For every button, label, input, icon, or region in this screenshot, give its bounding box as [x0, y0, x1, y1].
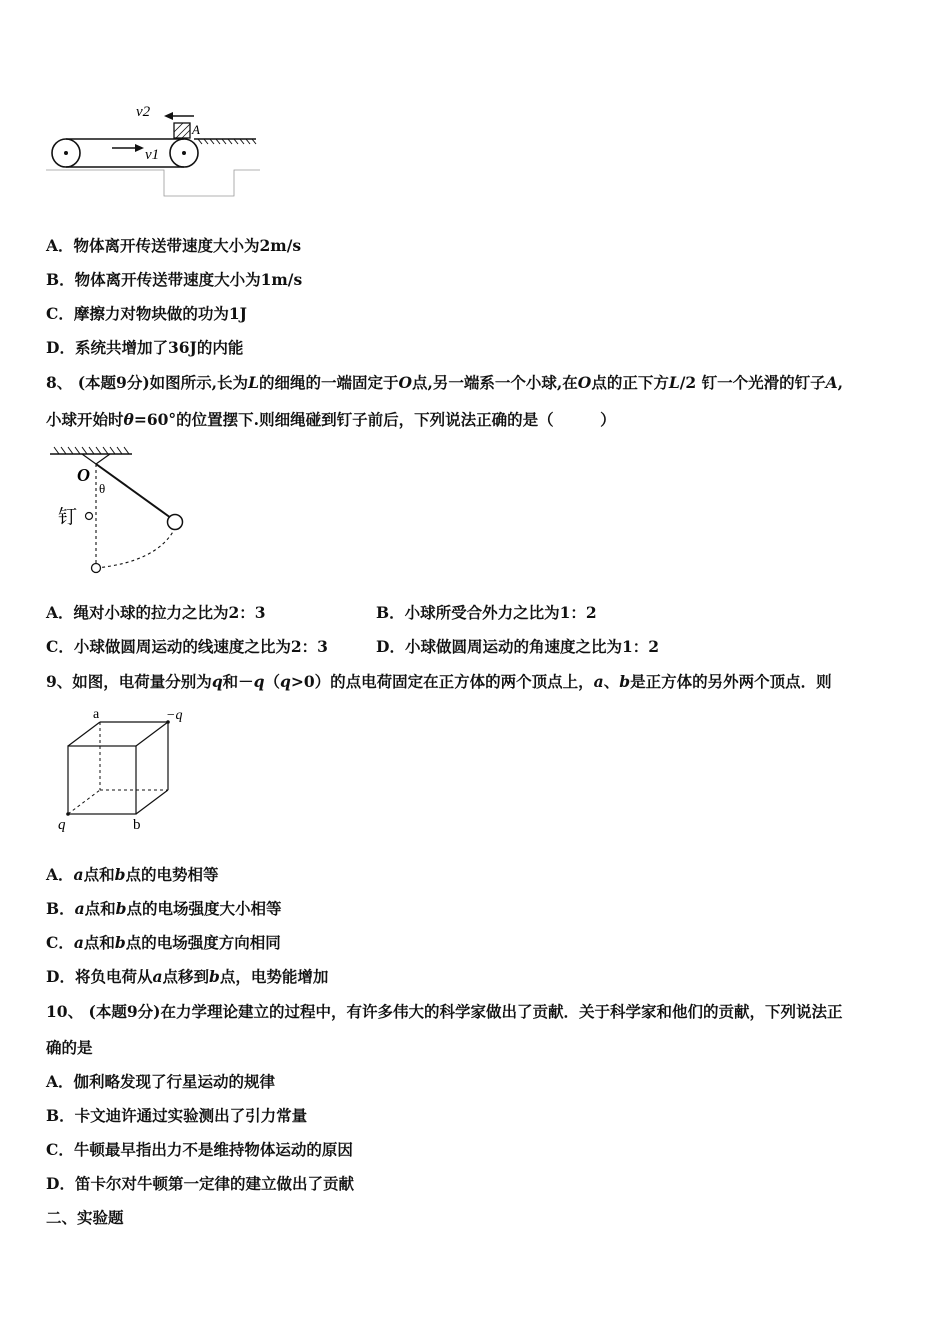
- q10-option-b: B．卡文迪许通过实验测出了引力常量: [46, 1106, 308, 1125]
- v2-label: v2: [136, 104, 151, 120]
- q10-option-c: C．牛顿最早指出力不是维持物体运动的原因: [46, 1140, 353, 1159]
- q8-option-c: C．小球做圆周运动的线速度之比为2：3: [46, 637, 328, 656]
- q8-option-b: B．小球所受合外力之比为1：2: [376, 603, 597, 622]
- q8-stem-line1: 8、 (本题9分)如图所示,长为L的细绳的一端固定于O点,另一端系一个小球,在O点的正下方L/2 钉一个光滑的钉子A,: [46, 373, 844, 392]
- q10-option-a: A．伽利略发现了行星运动的规律: [46, 1072, 276, 1091]
- q8-option-d: D．小球做圆周运动的角速度之比为1：2: [376, 637, 660, 656]
- q10-option-d: D．笛卡尔对牛顿第一定律的建立做出了贡献: [46, 1174, 354, 1193]
- pendulum-figure: [46, 444, 216, 578]
- q10-stem-line2: 确的是: [46, 1038, 93, 1057]
- q7-option-a: A．物体离开传送带速度大小为2m/s: [46, 236, 302, 255]
- section-heading: 二、实验题: [46, 1208, 124, 1227]
- v1-label: v1: [145, 147, 160, 163]
- q7-option-d: D．系统共增加了36J的内能: [46, 338, 244, 357]
- q9-option-c: C．a点和b点的电场强度方向相同: [46, 933, 281, 952]
- q7-option-c: C．摩擦力对物块做的功为1J: [46, 304, 247, 323]
- q9-option-a: A．a点和b点的电势相等: [46, 865, 219, 884]
- fig-b-label: b: [133, 817, 141, 833]
- q8-option-a: A．绳对小球的拉力之比为2：3: [46, 603, 266, 622]
- q10-stem-line1: 10、 (本题9分)在力学理论建立的过程中，有许多伟大的科学家做出了贡献．关于科学家和他们的贡献，下列说法正: [46, 1002, 843, 1021]
- point-a-label: A: [192, 122, 200, 137]
- q8-stem-line2: 小球开始时θ=60°的位置摆下.则细绳碰到钉子前后，下列说法正确的是（ ）: [46, 410, 616, 429]
- q9-option-b: B．a点和b点的电场强度大小相等: [46, 899, 282, 918]
- fig-o-label: O: [77, 465, 90, 485]
- q9-stem: 9、如图，电荷量分别为q和－q（q>0）的点电荷固定在正方体的两个顶点上，a、b是正方体的另外两个顶点．则: [46, 672, 832, 691]
- cube-figure: [52, 706, 202, 836]
- fig-q-label: q: [58, 817, 66, 833]
- q7-option-b: B．物体离开传送带速度大小为1m/s: [46, 270, 303, 289]
- fig-theta-label: θ: [99, 481, 106, 496]
- conveyor-belt-figure: [44, 98, 264, 200]
- fig-nail-label: 钉: [58, 507, 78, 528]
- q9-option-d: D．将负电荷从a点移到b点，电势能增加: [46, 967, 329, 986]
- fig-a-label: a: [93, 707, 100, 722]
- fig-negq-label: −q: [166, 708, 183, 723]
